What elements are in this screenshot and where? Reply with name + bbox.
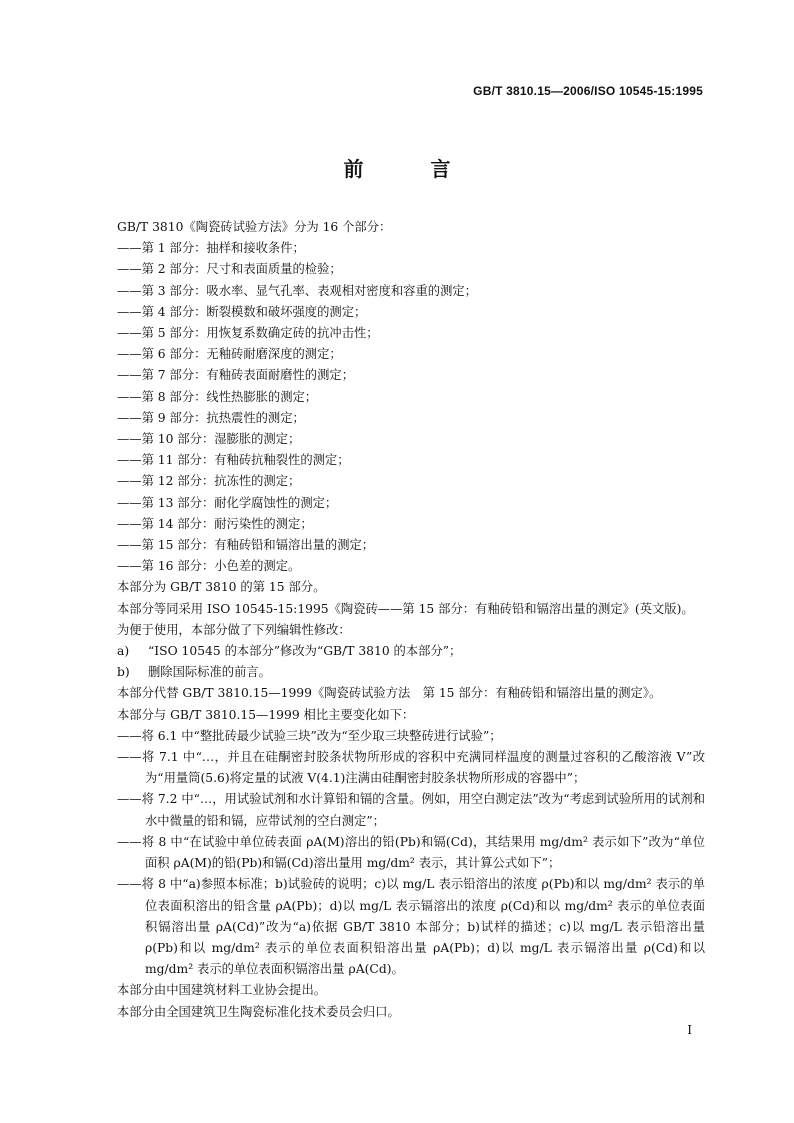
list-item: ——第 12 部分：抗冻性的测定； [117,474,301,489]
page-number: I [687,1023,692,1037]
list-item: ——第 16 部分：小色差的测定。 [117,559,301,574]
foreword-body [117,217,705,1023]
list-item: ——第 13 部分：耐化学腐蚀性的测定； [117,495,338,510]
list-item: ——将 8 中“在试验中单位砖表面 ρA(M)溶出的铅(Pb)和镉(Cd)，其结果用 mg/dm² 表示如下”改为“单位面积 ρA(M)的铅(Pb)和镉(Cd)溶出量用 mg/dm² 表示，其计算公式如下”； [117,834,705,871]
edit-item-text: “ISO 10545 的本部分”修改为“GB/T 3810 的本部分”； [148,644,462,659]
edit-item-a [117,641,705,662]
list-item: ——将 6.1 中“整批砖最少试验三块”改为“至少取三块整砖进行试验”； [117,728,502,743]
list-item: ——第 11 部分：有釉砖抗釉裂性的测定； [117,453,350,468]
responsible-statement: 本部分由全国建筑卫生陶瓷标准化技术委员会归口。 [117,1004,400,1019]
list-item: ——第 3 部分：吸水率、显气孔率、表观相对密度和容重的测定； [117,283,477,298]
edit-item-b [117,662,705,683]
list-item: ——将 7.1 中“…，并且在硅酮密封胶条状物所形成的容积中充满同样温度的测量过容积的乙酸溶液 V”改为“用量筒(5.6)将定量的试液 V(4.1)注满由硅酮密封胶条状物所形成的容器中”； [117,750,705,786]
edit-item-label: b) [117,665,130,680]
edit-item-label: a) [117,644,130,659]
this-part-statement: 本部分为 GB/T 3810 的第 15 部分。 [117,580,326,595]
parts-list [117,238,705,577]
proposer-statement: 本部分由中国建筑材料工业协会提出。 [117,983,327,998]
list-item: ——第 8 部分：线性热膨胀的测定； [117,389,318,404]
replaces-statement: 本部分代替 GB/T 3810.15—1999《陶瓷砖试验方法 第 15 部分：有釉砖铅和镉溶出量的测定》。 [117,686,662,701]
edit-item-text: 删除国际标准的前言。 [148,665,271,680]
changes-intro: 本部分与 GB/T 3810.15—1999 相比主要变化如下： [117,707,415,722]
list-item: ——第 5 部分：用恢复系数确定砖的抗冲击性； [117,326,379,341]
list-item: ——将 7.2 中“…，用试验试剂和水计算铅和镉的含量。例如，用空白测定法”改为“考虑到试验所用的试剂和水中微量的铅和镉，应带试剂的空白测定”； [117,792,705,828]
list-item: ——第 6 部分：无釉砖耐磨深度的测定； [117,347,342,362]
list-item: ——第 10 部分：湿膨胀的测定； [117,432,301,447]
list-item: ——第 7 部分：有釉砖表面耐磨性的测定； [117,368,354,383]
list-item: ——第 14 部分：耐污染性的测定； [117,516,313,531]
list-item: ——第 4 部分：断裂模数和破坏强度的测定； [117,304,367,319]
list-item: ——第 1 部分：抽样和接收条件； [117,241,305,256]
list-item: ——第 15 部分：有釉砖铅和镉溶出量的测定； [117,538,375,553]
standard-number: GB/T 3810.15—2006/ISO 10545-15:1995 [473,84,703,98]
list-item: ——将 8 中“a)参照本标准；b)试验砖的说明；c)以 mg/L 表示铅溶出的浓度 ρ(Pb)和以 mg/dm² 表示的单位表面积溶出的铅含量 ρA(Pb)；d)以 mg/L 表示镉溶出的浓度 ρ(Cd)和以 mg/dm² 表示的单位表面积镉溶出量 ρA(Cd)”改为“a)依据 GB/T 3810 本部分；b)试样的描述；c)以 mg/L 表示铅溶出量 ρ(Pb)和以 mg/dm² 表示的单位表面积铅溶出量 ρA(Pb)；d)以 mg/L 表示镉溶出量 ρ(Cd)和以 mg/dm² 表示的单位表面积镉溶出量 ρA(Cd)。 [117,877,705,977]
list-item: ——第 2 部分：尺寸和表面质量的检验； [117,262,342,277]
page-title: 前 言 [343,157,481,181]
list-item: ——第 9 部分：抗热震性的测定； [117,410,305,425]
intro-paragraph: GB/T 3810《陶瓷砖试验方法》分为 16 个部分： [117,220,392,234]
changes-list [117,726,705,980]
edits-intro: 为便于使用，本部分做了下列编辑性修改： [117,622,351,637]
equivalence-statement: 本部分等同采用 ISO 10545-15:1995《陶瓷砖——第 15 部分：有釉砖铅和镉溶出量的测定》(英文版)。 [117,601,694,616]
